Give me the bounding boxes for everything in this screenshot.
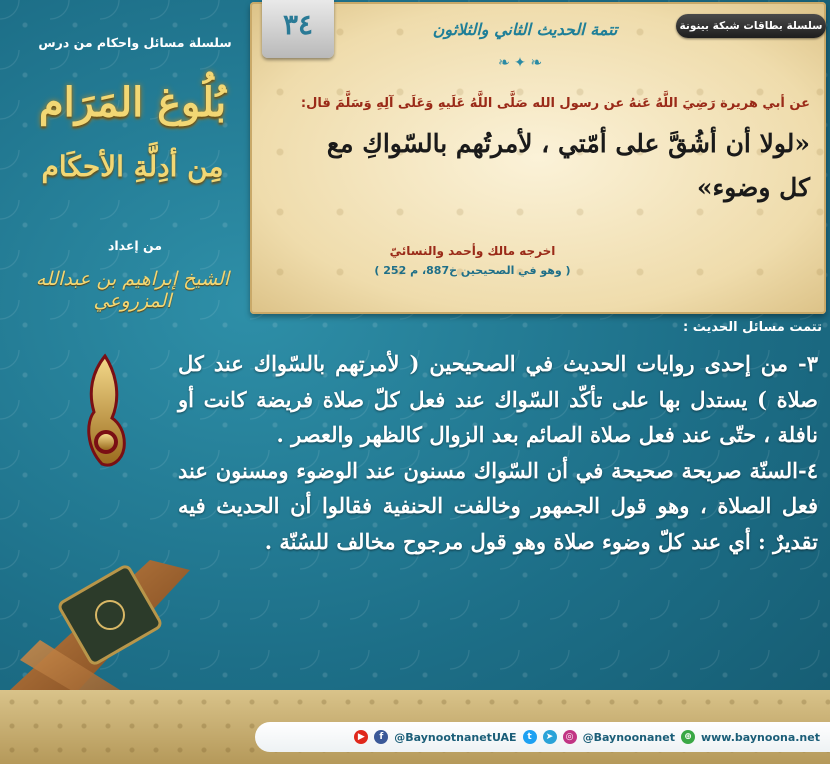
- series-badge: سلسلة بطاقات شبكة بينونة: [676, 14, 826, 38]
- section-title: تتمت مسائل الحديث :: [683, 320, 822, 335]
- book-title: بُلُوغ المَرَام: [38, 79, 227, 126]
- emblem-icon: [82, 352, 128, 472]
- book-subtitle: مِن أدِلَّةِ الأحكَام: [41, 150, 224, 183]
- series-label: سلسلة مسائل واحكام من درس: [38, 35, 232, 50]
- web-icon[interactable]: ⊕: [681, 730, 695, 744]
- paragraph-4: ٤-السنّة صريحة صحيحة في أن السّواك مسنون عند الوضوء ومسنون عند فعل الصلاة ، وهو قول الجمهور وخالفت الحنفية فقالوا أن الحديث فيه تقديرٌ : أي عند كلّ وضوء صلاة وهو قول مرجوح مخالف للسُنّة .: [178, 457, 818, 554]
- telegram-icon[interactable]: ➤: [543, 730, 557, 744]
- hadith-title: تتمة الحديث الثاني والثلاثون: [432, 20, 618, 39]
- instagram-icon[interactable]: ◎: [563, 730, 577, 744]
- hadith-number: ٣٤: [262, 0, 334, 58]
- author-name: الشيخ إبراهيم بن عبدالله المزروعي: [35, 268, 230, 312]
- handle-1[interactable]: @BaynootnanetUAE: [394, 730, 517, 744]
- footer-links: [255, 722, 830, 752]
- hadith-takhrij-note: ( وهو في الصحيحين خ887، م 252 ): [374, 264, 571, 277]
- website[interactable]: www.baynoona.net: [700, 730, 820, 744]
- left-panel: [0, 0, 255, 330]
- youtube-icon[interactable]: ▶: [354, 730, 368, 744]
- hadith-takhrij: اخرجه مالك وأحمد والنسائيّ: [389, 244, 556, 258]
- by-label: من إعداد: [107, 238, 163, 253]
- facebook-icon[interactable]: f: [374, 730, 388, 744]
- handle-2[interactable]: @Baynoonanet: [582, 730, 675, 744]
- ornament-divider: ❧ ✦ ❧: [497, 55, 543, 71]
- hadith-text: «لولا أن أشُقَّ على أمّتي ، لأمرتُهم بالسّواكِ مع كل وضوء»: [326, 129, 810, 202]
- twitter-icon[interactable]: t: [523, 730, 537, 744]
- body-text: [178, 346, 818, 559]
- hadith-narrator: عن أبي هريرة رَضِيَ اللَّهُ عَنهُ عن رسول الله صَلَّى اللَّهُ عَلَيهِ وَعَلَى آلِهِ وَسَلَّمَ قال:: [300, 96, 810, 111]
- paragraph-3: ٣- من إحدى روايات الحديث في الصحيحين ( لأمرتهم بالسّواك عند كل صلاة ) يستدل بها على تأكّد السّواك عند فعل كلّ صلاة فريضة كانت أو نافلة ، حتّى عند فعل صلاة الصائم بعد الزوال كالظهر والعصر .: [178, 351, 818, 447]
